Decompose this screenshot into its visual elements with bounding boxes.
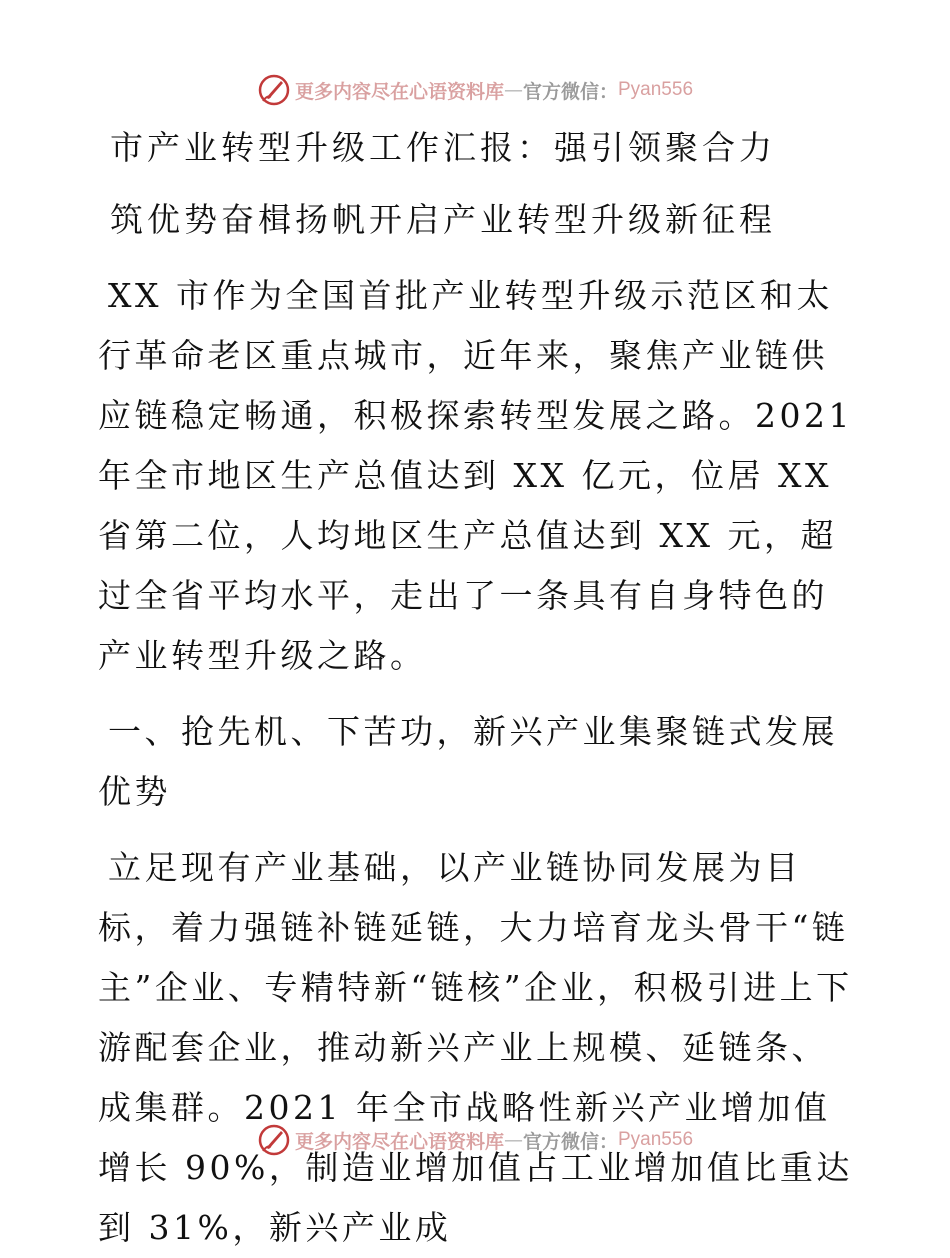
section-1-paragraph: 立足现有产业基础，以产业链协同发展为目标，着力强链补链延链，大力培育龙头骨干“链主”企业、专精特新“链核”企业，积极引进上下游配套企业，推动新兴产业上规模、延链条、成集群。2021 年全市战略性新兴产业增加值增长 90%，制造业增加值占工业增加值比重达到 31%，新兴产业成 [98,848,853,1247]
watermark-banner-bottom [0,1120,950,1160]
quill-logo-icon [257,1123,291,1157]
intro-paragraph: XX 市作为全国首批产业转型升级示范区和太行革命老区重点城市，近年来，聚焦产业链供应链稳定畅通，积极探索转型发展之路。2021 年全市地区生产总值达到 XX 亿元，位居 XX 省第二位，人均地区生产总值达到 XX 元，超过全省平均水平，走出了一条具有自身特色的产业转型升级之路。 [98,276,853,675]
watermark-dash: — [503,79,523,101]
document-page [98,118,858,1258]
watermark-banner-top [0,70,950,110]
watermark-text: 更多内容尽在心语资料库 [294,80,504,103]
watermark-text: 更多内容尽在心语资料库 [294,1130,504,1153]
watermark-wechat-id: Pyan556 [618,1129,694,1150]
document-title-line2: 筑优势奋楫扬帆开启产业转型升级新征程 [110,200,776,239]
section-1-heading: 一、抢先机、下苦功，新兴产业集聚链式发展优势 [98,712,838,811]
document-title-line1: 市产业转型升级工作汇报：强引领聚合力 [110,128,776,167]
quill-logo-icon [257,73,291,107]
watermark-wechat-label: 官方微信： [522,80,618,103]
watermark-wechat-id: Pyan556 [618,79,694,100]
watermark-wechat-label: 官方微信： [522,1130,618,1153]
watermark-dash: — [503,1129,523,1151]
